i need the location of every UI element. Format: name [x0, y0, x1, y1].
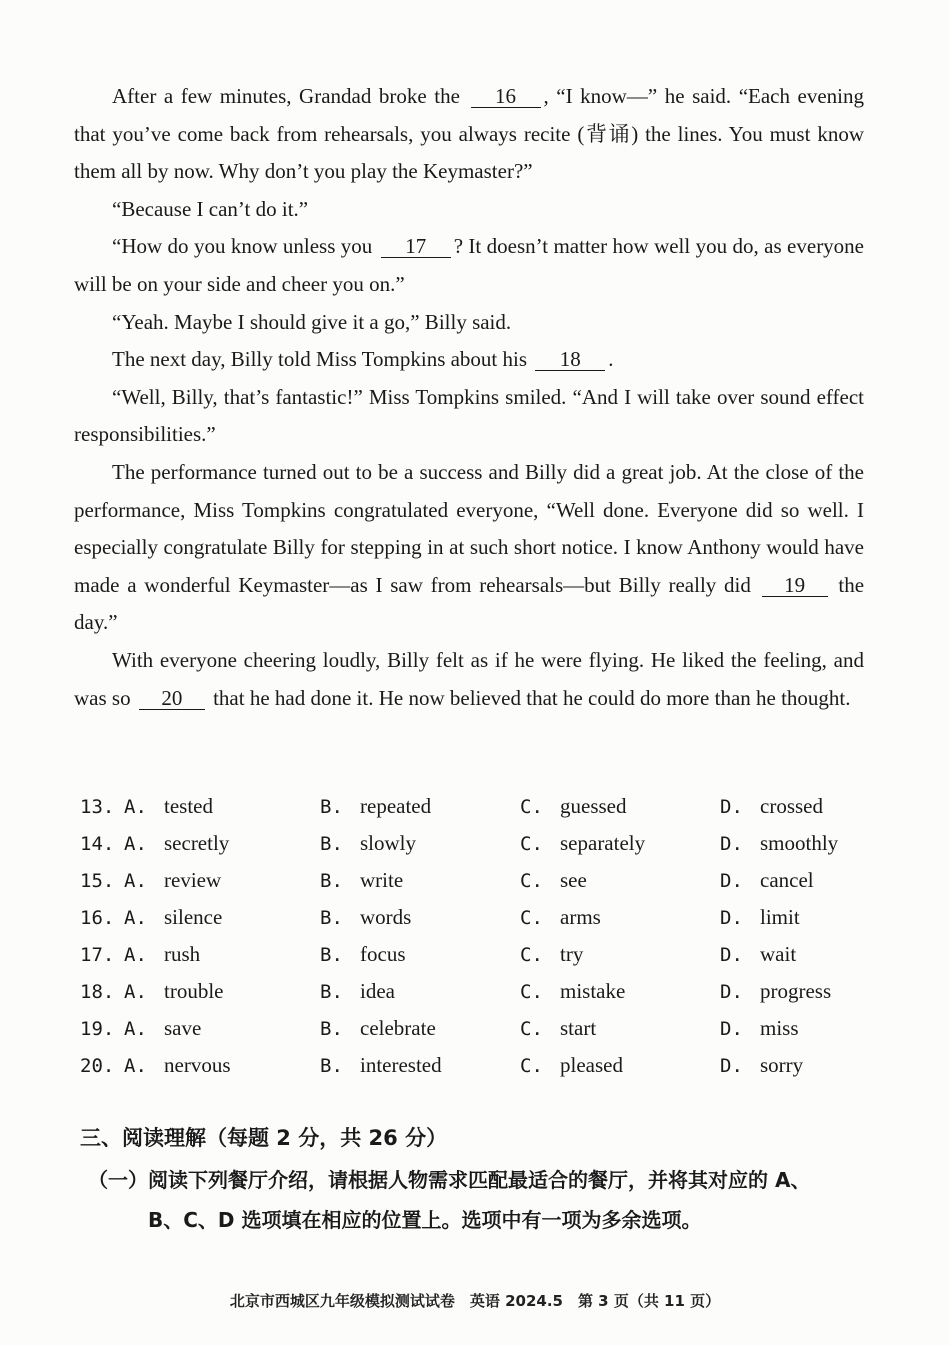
option-word: progress: [760, 979, 832, 1003]
option-d: [720, 1053, 880, 1078]
option-d: [720, 868, 880, 893]
option-word: wait: [760, 942, 797, 966]
question-number: 20.: [80, 1054, 115, 1077]
option-c: [520, 831, 720, 856]
passage-text: .: [608, 347, 614, 372]
cloze-passage: [74, 78, 864, 717]
option-d: [720, 831, 880, 856]
option-word: separately: [560, 831, 646, 855]
option-word: nervous: [164, 1053, 231, 1077]
passage-paragraph: “Because I can’t do it.”: [112, 196, 309, 221]
option-word: trouble: [164, 979, 224, 1003]
passage-paragraph: [74, 642, 864, 717]
option-a: [80, 905, 320, 930]
option-a: [80, 942, 320, 967]
question-number: 18.: [80, 980, 115, 1003]
option-letter: B.: [320, 906, 343, 929]
passage-paragraph: [74, 341, 864, 379]
section-title: 三、阅读理解（每题 2 分，共 26 分）: [80, 1126, 448, 1150]
passage-paragraph: [74, 228, 864, 303]
option-word: focus: [360, 942, 406, 966]
option-row: [80, 825, 880, 862]
option-word: mistake: [560, 979, 626, 1003]
option-row: [80, 1047, 880, 1084]
option-b: [320, 794, 520, 819]
option-word: save: [164, 1016, 202, 1040]
option-letter: B.: [320, 1017, 343, 1040]
option-letter: A.: [124, 906, 147, 929]
option-letter: B.: [320, 795, 343, 818]
option-c: [520, 942, 720, 967]
option-letter: D.: [720, 906, 743, 929]
question-number: 16.: [80, 906, 115, 929]
option-b: [320, 942, 520, 967]
option-row: [80, 973, 880, 1010]
option-d: [720, 794, 880, 819]
option-letter: A.: [124, 869, 147, 892]
option-letter: B.: [320, 1054, 343, 1077]
question-number: 15.: [80, 869, 115, 892]
option-c: [520, 1016, 720, 1041]
option-word: interested: [360, 1053, 442, 1077]
passage-paragraph: [74, 78, 864, 191]
option-a: [80, 1016, 320, 1041]
option-b: [320, 905, 520, 930]
passage-text: “How do you know unless you: [112, 234, 373, 259]
option-letter: C.: [520, 795, 543, 818]
option-letter: B.: [320, 943, 343, 966]
option-c: [520, 979, 720, 1004]
option-letter: D.: [720, 869, 743, 892]
passage-text: The performance turned out to be a success and Billy did a great job. At the close of the performance, Miss Tompkins congratulated everyone, “Well done. Everyone did so well. I especially congratulate Billy for stepping in at such short notice. I know Anthony would have made a wonderful Keymaster—as I saw from rehearsals—but Billy really did: [74, 459, 864, 597]
option-word: cancel: [760, 868, 814, 892]
option-letter: A.: [124, 1017, 147, 1040]
option-word: miss: [760, 1016, 799, 1040]
option-b: [320, 868, 520, 893]
option-letter: A.: [124, 943, 147, 966]
option-letter: C.: [520, 943, 543, 966]
blank-17: 17: [381, 235, 451, 258]
option-word: celebrate: [360, 1016, 436, 1040]
option-word: repeated: [360, 794, 432, 818]
option-letter: D.: [720, 980, 743, 1003]
option-letter: A.: [124, 832, 147, 855]
option-word: pleased: [560, 1053, 623, 1077]
option-word: smoothly: [760, 831, 839, 855]
option-c: [520, 868, 720, 893]
option-letter: B.: [320, 869, 343, 892]
instruction-line-2: B、C、D 选项填在相应的位置上。选项中有一项为多余选项。: [148, 1208, 702, 1232]
question-number: 17.: [80, 943, 115, 966]
question-number: 14.: [80, 832, 115, 855]
option-c: [520, 1053, 720, 1078]
option-letter: C.: [520, 980, 543, 1003]
option-word: start: [560, 1016, 597, 1040]
blank-20: 20: [139, 687, 205, 710]
question-number: 13.: [80, 795, 115, 818]
option-word: limit: [760, 905, 800, 929]
option-word: silence: [164, 905, 223, 929]
passage-text: the day.”: [74, 572, 865, 635]
option-letter: A.: [124, 1054, 147, 1077]
option-letter: D.: [720, 832, 743, 855]
option-word: try: [560, 942, 584, 966]
option-letter: C.: [520, 832, 543, 855]
option-word: slowly: [360, 831, 417, 855]
passage-paragraph: “Yeah. Maybe I should give it a go,” Billy said.: [112, 309, 512, 334]
option-word: secretly: [164, 831, 230, 855]
option-row: [80, 1010, 880, 1047]
option-b: [320, 979, 520, 1004]
option-c: [520, 905, 720, 930]
section-instruction: [88, 1160, 878, 1240]
option-row: [80, 862, 880, 899]
option-word: tested: [164, 794, 213, 818]
option-letter: B.: [320, 980, 343, 1003]
option-a: [80, 979, 320, 1004]
option-d: [720, 905, 880, 930]
option-d: [720, 979, 880, 1004]
blank-16: 16: [471, 85, 541, 108]
option-letter: C.: [520, 1017, 543, 1040]
option-row: [80, 899, 880, 936]
option-a: [80, 1053, 320, 1078]
passage-text: that he had done it. He now believed that he could do more than he thought.: [213, 685, 851, 710]
option-letter: B.: [320, 832, 343, 855]
option-b: [320, 831, 520, 856]
option-word: crossed: [760, 794, 823, 818]
option-b: [320, 1053, 520, 1078]
answer-options: [80, 788, 880, 1084]
option-a: [80, 794, 320, 819]
page-footer: 北京市西城区九年级模拟测试试卷 英语 2024.5 第 3 页（共 11 页）: [229, 1292, 721, 1310]
option-word: write: [360, 868, 404, 892]
option-word: rush: [164, 942, 201, 966]
passage-text: ? It doesn’t matter how well you do, as everyone will be on your side and cheer you on.”: [74, 234, 865, 296]
passage-text: After a few minutes, Grandad broke the: [112, 84, 460, 108]
option-word: idea: [360, 979, 395, 1003]
option-word: words: [360, 905, 412, 929]
option-word: sorry: [760, 1053, 804, 1077]
option-letter: D.: [720, 795, 743, 818]
option-letter: C.: [520, 869, 543, 892]
option-word: guessed: [560, 794, 627, 818]
passage-text: The next day, Billy told Miss Tompkins about his: [112, 347, 528, 372]
option-row: [80, 936, 880, 973]
blank-19: 19: [762, 574, 828, 597]
option-letter: D.: [720, 1017, 743, 1040]
blank-18: 18: [535, 348, 605, 371]
option-d: [720, 942, 880, 967]
option-row: [80, 788, 880, 825]
passage-paragraph: “Well, Billy, that’s fantastic!” Miss Tompkins smiled. “And I will take over sound effect responsibilities.”: [74, 384, 864, 447]
option-b: [320, 1016, 520, 1041]
passage-paragraph: [74, 454, 864, 642]
option-word: see: [560, 868, 587, 892]
option-a: [80, 831, 320, 856]
option-c: [520, 794, 720, 819]
option-d: [720, 1016, 880, 1041]
option-word: review: [164, 868, 222, 892]
passage-text: , “I know—” he said. “Each evening that you’ve come back from rehearsals, you always recite (背诵) the lines. You must know them all by now. Why don’t you play the Keymaster?”: [74, 84, 865, 184]
passage-text: With everyone cheering loudly, Billy felt as if he were flying. He liked the feeling, and was so: [74, 647, 864, 710]
option-letter: D.: [720, 943, 743, 966]
option-letter: A.: [124, 795, 147, 818]
option-letter: C.: [520, 1054, 543, 1077]
option-letter: D.: [720, 1054, 743, 1077]
option-word: arms: [560, 905, 601, 929]
instruction-line-1: （一）阅读下列餐厅介绍，请根据人物需求匹配最适合的餐厅，并将其对应的 A、: [88, 1168, 811, 1192]
question-number: 19.: [80, 1017, 115, 1040]
option-a: [80, 868, 320, 893]
option-letter: C.: [520, 906, 543, 929]
option-letter: A.: [124, 980, 147, 1003]
